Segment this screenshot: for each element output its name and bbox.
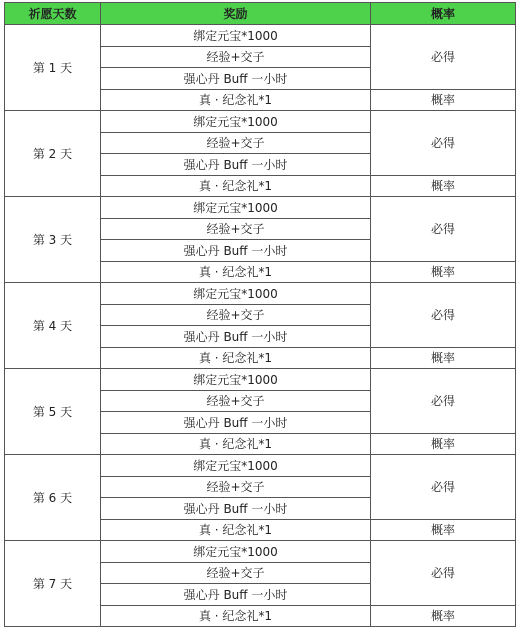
reward-item: 绑定元宝*1000 <box>101 25 371 47</box>
reward-item: 真 · 纪念礼*1 <box>101 89 371 111</box>
reward-item: 真 · 纪念礼*1 <box>101 433 371 455</box>
day-label: 第 2 天 <box>5 111 101 197</box>
guaranteed-label: 必得 <box>371 111 516 176</box>
reward-item: 强心丹 Buff 一小时 <box>101 584 371 606</box>
table-row <box>5 25 516 47</box>
chance-label: 概率 <box>371 347 516 369</box>
table-row <box>5 455 516 477</box>
table-row <box>5 541 516 563</box>
day-label: 第 7 天 <box>5 541 101 627</box>
day-label: 第 4 天 <box>5 283 101 369</box>
chance-label: 概率 <box>371 519 516 541</box>
reward-item: 真 · 纪念礼*1 <box>101 605 371 627</box>
reward-item: 绑定元宝*1000 <box>101 111 371 133</box>
reward-item: 绑定元宝*1000 <box>101 197 371 219</box>
chance-label: 概率 <box>371 175 516 197</box>
day-label: 第 1 天 <box>5 25 101 111</box>
guaranteed-label: 必得 <box>371 25 516 90</box>
table-row <box>5 111 516 133</box>
reward-item: 强心丹 Buff 一小时 <box>101 154 371 176</box>
reward-item: 真 · 纪念礼*1 <box>101 175 371 197</box>
reward-item: 经验+交子 <box>101 304 371 326</box>
reward-item: 经验+交子 <box>101 218 371 240</box>
reward-item: 真 · 纪念礼*1 <box>101 261 371 283</box>
header-day: 祈愿天数 <box>5 3 101 25</box>
reward-item: 绑定元宝*1000 <box>101 455 371 477</box>
guaranteed-label: 必得 <box>371 455 516 520</box>
reward-item: 强心丹 Buff 一小时 <box>101 326 371 348</box>
guaranteed-label: 必得 <box>371 541 516 606</box>
table-header-row <box>5 3 516 25</box>
reward-item: 经验+交子 <box>101 476 371 498</box>
reward-item: 强心丹 Buff 一小时 <box>101 68 371 90</box>
header-probability: 概率 <box>371 3 516 25</box>
chance-label: 概率 <box>371 605 516 627</box>
table-row <box>5 283 516 305</box>
reward-item: 经验+交子 <box>101 132 371 154</box>
reward-item: 绑定元宝*1000 <box>101 369 371 391</box>
day-label: 第 3 天 <box>5 197 101 283</box>
reward-item: 真 · 纪念礼*1 <box>101 519 371 541</box>
guaranteed-label: 必得 <box>371 197 516 262</box>
table-body <box>5 25 516 627</box>
chance-label: 概率 <box>371 261 516 283</box>
chance-label: 概率 <box>371 89 516 111</box>
chance-label: 概率 <box>371 433 516 455</box>
header-reward: 奖励 <box>101 3 371 25</box>
guaranteed-label: 必得 <box>371 283 516 348</box>
day-label: 第 5 天 <box>5 369 101 455</box>
reward-item: 强心丹 Buff 一小时 <box>101 412 371 434</box>
reward-item: 强心丹 Buff 一小时 <box>101 498 371 520</box>
table-row <box>5 197 516 219</box>
reward-item: 经验+交子 <box>101 390 371 412</box>
table-row <box>5 369 516 391</box>
reward-item: 绑定元宝*1000 <box>101 541 371 563</box>
day-label: 第 6 天 <box>5 455 101 541</box>
reward-item: 真 · 纪念礼*1 <box>101 347 371 369</box>
reward-item: 经验+交子 <box>101 562 371 584</box>
reward-item: 经验+交子 <box>101 46 371 68</box>
reward-item: 绑定元宝*1000 <box>101 283 371 305</box>
reward-item: 强心丹 Buff 一小时 <box>101 240 371 262</box>
reward-table <box>4 2 516 627</box>
guaranteed-label: 必得 <box>371 369 516 434</box>
